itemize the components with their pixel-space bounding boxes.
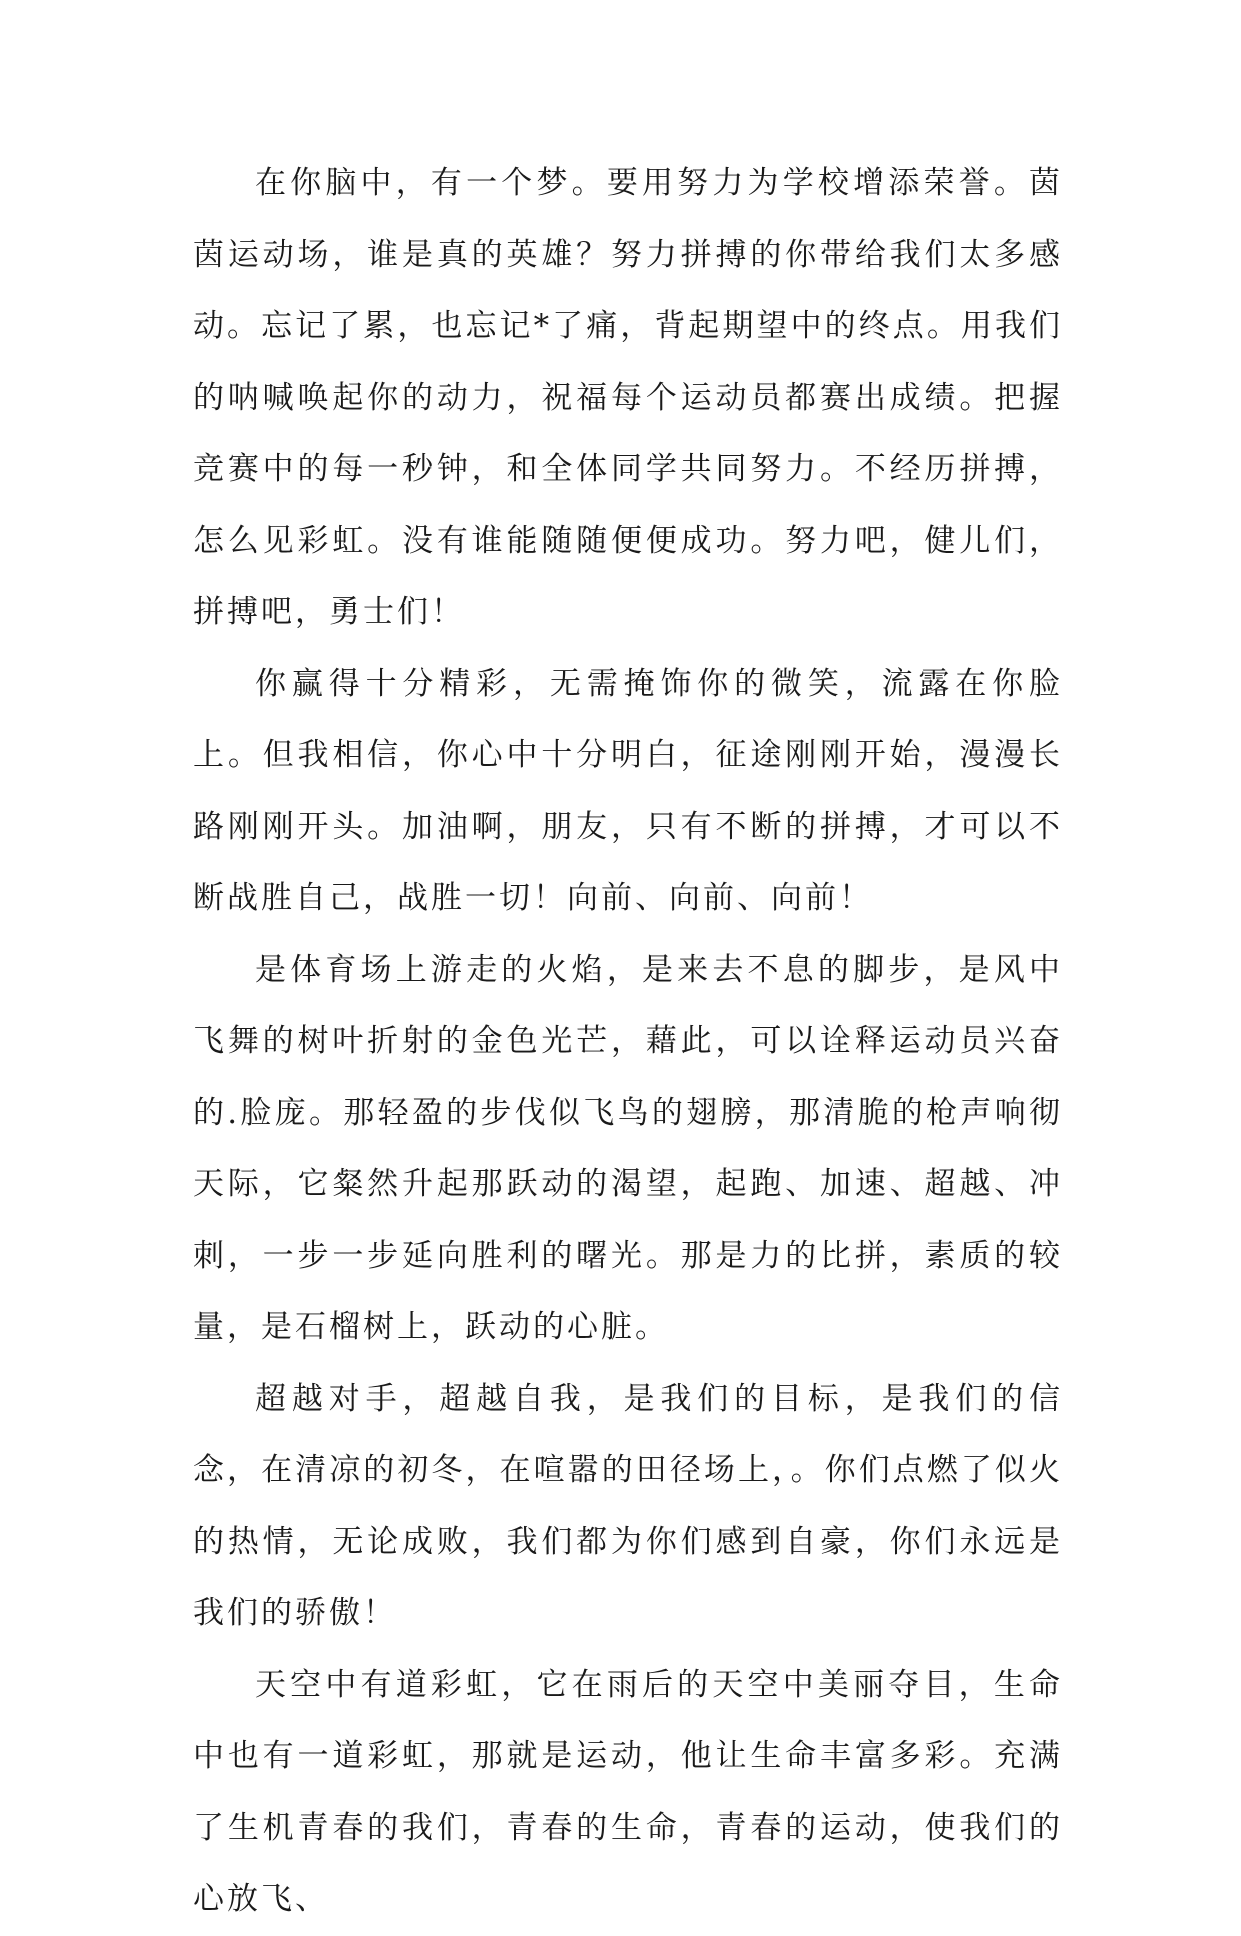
paragraph-3: 是体育场上游走的火焰，是来去不息的脚步，是风中飞舞的树叶折射的金色光芒，藉此，可以诠释运动员兴奋的.脸庞。那轻盈的步伐似飞鸟的翅膀，那清脆的枪声响彻天际，它粲然升起那跃动的渴望，起跑、加速、超越、冲刺，一步一步延向胜利的曙光。那是力的比拼，素质的较量，是石榴树上，跃动的心脏。: [193, 951, 1063, 1345]
paragraph-1: 在你脑中，有一个梦。要用努力为学校增添荣誉。茵茵运动场，谁是真的英雄？努力拼搏的你带给我们太多感动。忘记了累，也忘记*了痛，背起期望中的终点。用我们的呐喊唤起你的动力，祝福每个运动员都赛出成绩。把握竞赛中的每一秒钟，和全体同学共同努力。不经历拼搏，怎么见彩虹。没有谁能随随便便成功。努力吧，健儿们，拼搏吧，勇士们！: [193, 165, 1063, 630]
document-body: [193, 148, 1063, 1936]
paragraph-4: 超越对手，超越自我，是我们的目标，是我们的信念，在清凉的初冬，在喧嚣的田径场上，。你们点燃了似火的热情，无论成败，我们都为你们感到自豪，你们永远是我们的骄傲！: [193, 1380, 1063, 1631]
paragraph-2: 你赢得十分精彩，无需掩饰你的微笑，流露在你脸上。但我相信，你心中十分明白，征途刚刚开始，漫漫长路刚刚开头。加油啊，朋友，只有不断的拼搏，才可以不断战胜自己，战胜一切！向前、向前、向前！: [193, 665, 1063, 916]
paragraph-5: 天空中有道彩虹，它在雨后的天空中美丽夺目，生命中也有一道彩虹，那就是运动，他让生命丰富多彩。充满了生机青春的我们，青春的生命，青春的运动，使我们的心放飞、: [193, 1666, 1063, 1917]
